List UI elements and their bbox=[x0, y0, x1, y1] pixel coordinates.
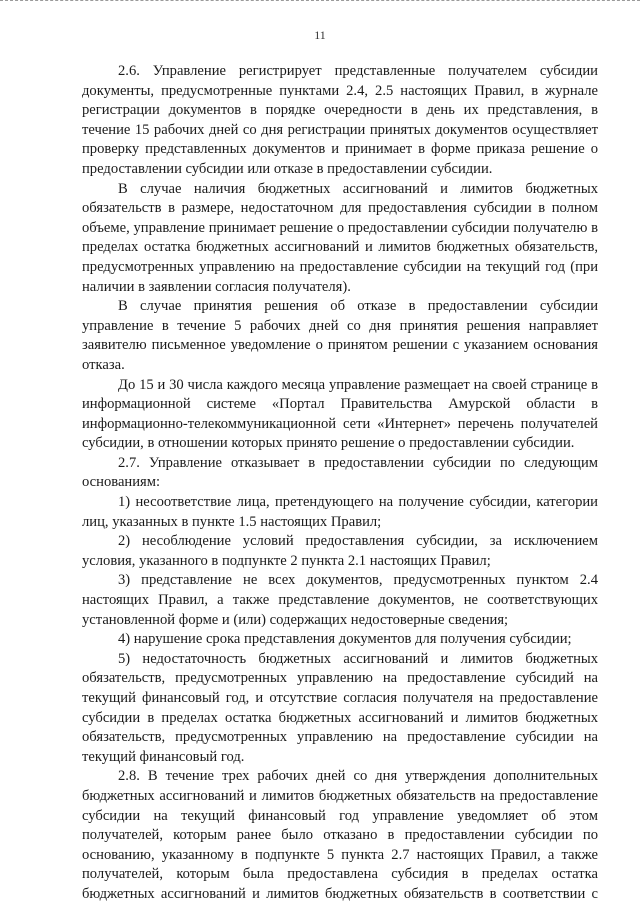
paragraph-insufficient-funds: В случае наличия бюджетных ассигнований и лимитов бюджетных обязательств в размере, недостаточном для предоставления субсидии в полном объеме, управление принимает решение о предоставлении субсидии получателю в пределах остатка бюджетных ассигнований и лимитов бюджетных обязательств, предусмотренных управлению на предоставление субсидии на текущий год (при наличии в заявлении согласия получателя). bbox=[82, 180, 598, 295]
paragraph-2-7: 2.7. Управление отказывает в предоставлении субсидии по следующим основаниям: bbox=[82, 454, 598, 491]
list-item-3: 3) представление не всех документов, предусмотренных пунктом 2.4 настоящих Правил, а также представление документов, не соответствующих установленной форме и (или) содержащих недостоверные сведения; bbox=[82, 572, 598, 628]
paragraph-portal-publication: До 15 и 30 числа каждого месяца управление размещает на своей странице в информационной системе «Портал Правительства Амурской области в информационно-телекоммуникационной сети «Интернет» перечень получателей субсидии, в отношении которых принято решение о предоставлении субсидии. bbox=[82, 376, 598, 452]
page-top-edge bbox=[0, 0, 640, 4]
list-item-1: 1) несоответствие лица, претендующего на получение субсидии, категории лиц, указанных в пункте 1.5 настоящих Правил; bbox=[82, 494, 598, 530]
page-number: 11 bbox=[314, 28, 326, 42]
paragraph-refusal-notice: В случае принятия решения об отказе в предоставлении субсидии управление в течение 5 рабочих дней со дня принятия решения направляет заявителю письменное уведомление о принятом решении с указанием основания отказа. bbox=[82, 298, 598, 373]
list-item-2: 2) несоблюдение условий предоставления субсидии, за исключением условия, указанного в подпункте 2 пункта 2.1 настоящих Правил; bbox=[82, 533, 598, 569]
list-item-5: 5) недостаточность бюджетных ассигнований и лимитов бюджетных обязательств, предусмотренных управлению на предоставление субсидий на текущий финансовый год, и отсутствие согласия получателя на предоставление субсидии в пределах остатка бюджетных ассигнований и лимитов бюджетных обязательств, предусмотренных управлению на предоставление субсидии на текущий финансовый год. bbox=[82, 650, 598, 765]
document-body bbox=[82, 62, 598, 905]
paragraph-2-8: 2.8. В течение трех рабочих дней со дня утверждения дополнительных бюджетных ассигнований и лимитов бюджетных обязательств на предоставление субсидии на текущий финансовый год управление уведомляет об этом получателей, которым ранее было отказано в предоставлении субсидии по основанию, указанному в подпункте 5 пункта 2.7 настоящих Правил, а также получателей, которым была предоставлена субсидия в пределах остатка бюджетных ассигнований и лимитов бюджетных обязательств в соответствии с bbox=[82, 768, 598, 902]
paragraph-2-6: 2.6. Управление регистрирует представленные получателем субсидии документы, предусмотренные пунктами 2.4, 2.5 настоящих Правил, в журнале регистрации документов в порядке очередности в день их представления, в течение 15 рабочих дней со дня регистрации принятых документов осуществляет проверку представленных документов и принимает в форме приказа решение о предоставлении субсидии или отказе в предоставлении субсидии. bbox=[82, 63, 598, 177]
list-item-4: 4) нарушение срока представления документов для получения субсидии; bbox=[118, 631, 572, 648]
